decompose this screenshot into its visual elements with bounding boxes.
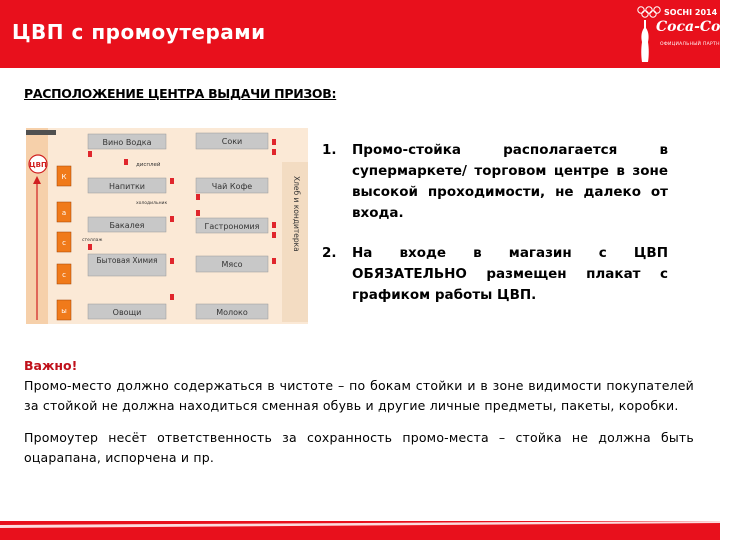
shelf-label: Бытовая Химия <box>96 256 158 265</box>
section-title: РАСПОЛОЖЕНИЕ ЦЕНТРА ВЫДАЧИ ПРИЗОВ: <box>24 86 337 101</box>
point-emphasis: ОБЯЗАТЕЛЬНО <box>352 266 467 282</box>
point-item <box>322 243 668 306</box>
logo-sochi-text: SOCHI 2014 <box>664 8 718 17</box>
kassa-letter: а <box>61 209 67 217</box>
shelf-label: Вино Водка <box>102 138 152 147</box>
display-marker-icon <box>272 222 276 228</box>
shelf-label: Соки <box>221 137 243 146</box>
point-number: 1. <box>322 142 337 158</box>
store-layout-map <box>26 128 308 324</box>
rack-label: стеллаж <box>82 238 103 243</box>
point-text: Промо-стойка располагается в супермаркете/ торговом центре в зоне высокой проходимости, не далеко от входа. <box>352 142 668 221</box>
cvp-label: ЦВП <box>29 161 47 169</box>
fridge-label: холодильник <box>136 201 168 206</box>
shelf-label: Гастрономия <box>204 222 260 231</box>
point-item <box>322 140 668 224</box>
olympic-rings-icon <box>636 6 662 18</box>
bottle-icon <box>640 20 650 62</box>
slide-title: ЦВП с промоутерами <box>12 20 266 44</box>
display-marker-icon <box>170 216 174 222</box>
important-heading: Важно! <box>24 358 78 373</box>
display-marker-icon <box>88 151 92 157</box>
important-notes <box>24 356 694 468</box>
display-marker-icon <box>272 232 276 238</box>
display-marker-icon <box>196 210 200 216</box>
display-marker-icon <box>170 178 174 184</box>
bread-zone-label: Хлеб и кондитерка <box>292 176 301 252</box>
display-marker-icon <box>170 258 174 264</box>
kassa-letter: ы <box>61 307 67 315</box>
display-marker-icon <box>88 244 92 250</box>
responsibility-paragraph: Промоутер несёт ответственность за сохранность промо-места – стойка не должна быть оцарапана, испорчена и пр. <box>24 430 694 465</box>
point-number: 2. <box>322 245 337 261</box>
shelf-label: Молоко <box>216 308 248 317</box>
logo-brand-text: Coca-Cola <box>656 19 735 35</box>
key-points-list <box>322 140 668 306</box>
kassa-letter: К <box>61 173 67 181</box>
shelf-label: Овощи <box>112 308 142 317</box>
shelf-label: Напитки <box>108 182 146 191</box>
shelf-label: Чай Кофе <box>211 182 253 191</box>
important-paragraph: Промо-место должно содержаться в чистоте – по бокам стойки и в зоне видимости покупателей за стойкой не должна находиться сменная обувь и другие личные предметы, пакеты, коробки. <box>24 378 694 413</box>
footer-wedge <box>0 521 720 540</box>
shelf-label: Бакалея <box>109 221 145 230</box>
display-marker-icon <box>124 159 128 165</box>
shelf-label: Мясо <box>221 260 243 269</box>
sochi-coca-cola-logo <box>632 2 735 66</box>
point-text: размещен плакат с графиком работы ЦВП. <box>352 266 668 303</box>
display-marker-icon <box>272 139 276 145</box>
slide-footer <box>0 521 720 540</box>
point-text: На входе в магазин с ЦВП <box>352 245 668 261</box>
display-marker-icon <box>272 258 276 264</box>
display-marker-icon <box>170 294 174 300</box>
kassa-letter: с <box>62 239 66 247</box>
logo-sub-text: ОФИЦИАЛЬНЫЙ ПАРТНЕР <box>660 42 726 47</box>
display-marker-icon <box>272 149 276 155</box>
display-marker-icon <box>196 194 200 200</box>
display-label: дисплей <box>136 162 161 168</box>
slide-header <box>0 0 735 68</box>
map-cvp-stand <box>26 130 56 135</box>
kassa-letter: с <box>62 271 66 279</box>
